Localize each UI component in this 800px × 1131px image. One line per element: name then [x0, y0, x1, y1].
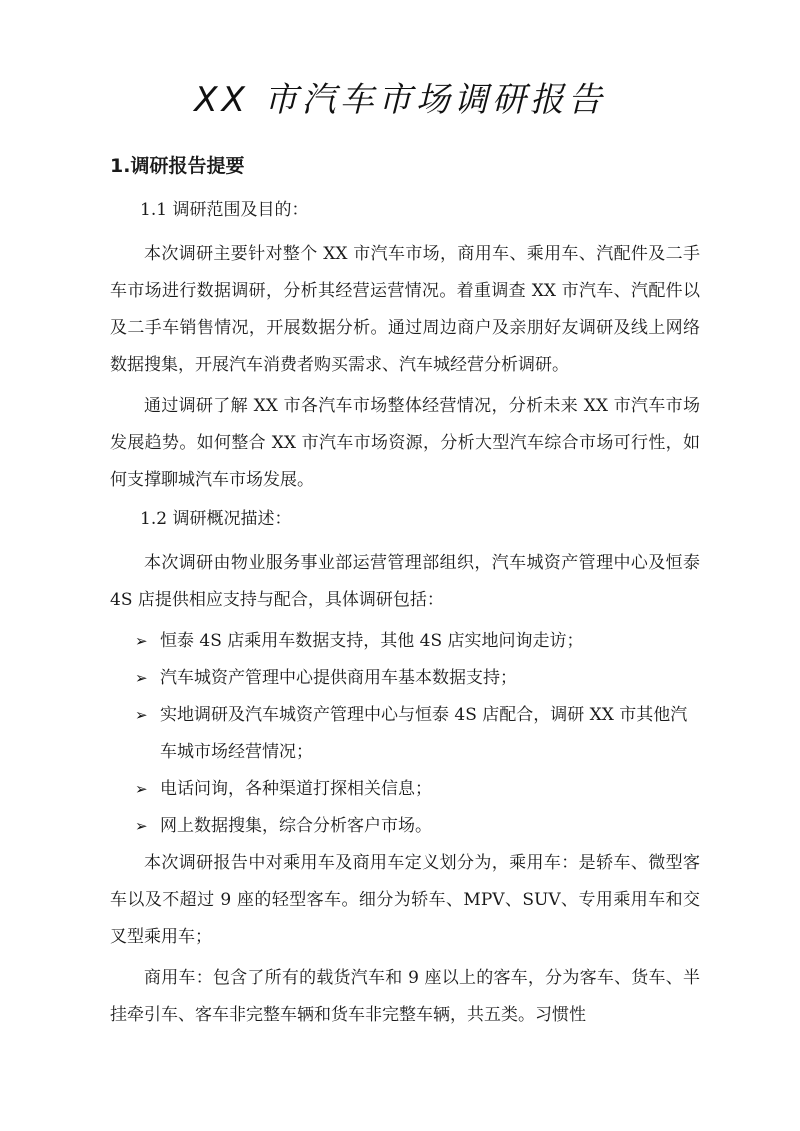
subsection-heading: 1.1 调研范围及目的： [140, 200, 309, 220]
list-item-text: 实地调研及汽车城资产管理中心与恒泰 4S 店配合，调研 XX 市其他汽车城市场经营情况； [160, 705, 688, 762]
list-item [110, 697, 700, 771]
list-item-text: 恒泰 4S 店乘用车数据支持，其他 4S 店实地问询走访； [160, 631, 584, 651]
paragraph: 本次调研主要针对整个 XX 市汽车市场，商用车、乘用车、汽配件及二手车市场进行数据调研，分析其经营运营情况。着重调查 XX 市汽车、汽配件以及二手车销售情况，开展数据分析。通过周边商户及亲朋好友调研及线上网络数据搜集，开展汽车消费者购买需求、汽车城经营分析调研。 [110, 244, 700, 375]
list-item [110, 660, 700, 697]
arrow-bullet-icon: ➢ [135, 780, 148, 798]
section-heading: 1.调研报告提要 [110, 155, 245, 177]
list-item-text: 网上数据搜集，综合分析客户市场。 [160, 816, 432, 836]
arrow-bullet-icon: ➢ [135, 817, 148, 835]
list-item-text: 汽车城资产管理中心提供商用车基本数据支持； [160, 668, 517, 688]
arrow-bullet-icon: ➢ [135, 706, 148, 724]
list-item-text: 电话问询，各种渠道打探相关信息； [160, 779, 432, 799]
arrow-bullet-icon: ➢ [135, 669, 148, 687]
paragraph: 本次调研报告中对乘用车及商用车定义划分为，乘用车：是轿车、微型客车以及不超过 9 座的轻型客车。细分为轿车、MPV、SUV、专用乘用车和交叉型乘用车； [110, 853, 700, 947]
arrow-bullet-icon: ➢ [135, 632, 148, 650]
document-body [110, 150, 700, 1038]
list-item [110, 771, 700, 808]
bullet-list [110, 623, 700, 845]
subsection-heading: 1.2 调研概况描述： [140, 509, 292, 529]
paragraph: 通过调研了解 XX 市各汽车市场整体经营情况，分析未来 XX 市汽车市场发展趋势。如何整合 XX 市汽车市场资源，分析大型汽车综合市场可行性，如何支撑聊城汽车市场发展。 [110, 396, 700, 490]
document-title: XX 市汽车市场调研报告 [194, 80, 606, 120]
list-item [110, 623, 700, 660]
paragraph: 本次调研由物业服务事业部运营管理部组织，汽车城资产管理中心及恒泰 4S 店提供相应支持与配合，具体调研包括： [110, 553, 700, 610]
list-item [110, 808, 700, 845]
paragraph: 商用车：包含了所有的载货汽车和 9 座以上的客车，分为客车、货车、半挂牵引车、客车非完整车辆和货车非完整车辆，共五类。习惯性 [110, 968, 700, 1025]
